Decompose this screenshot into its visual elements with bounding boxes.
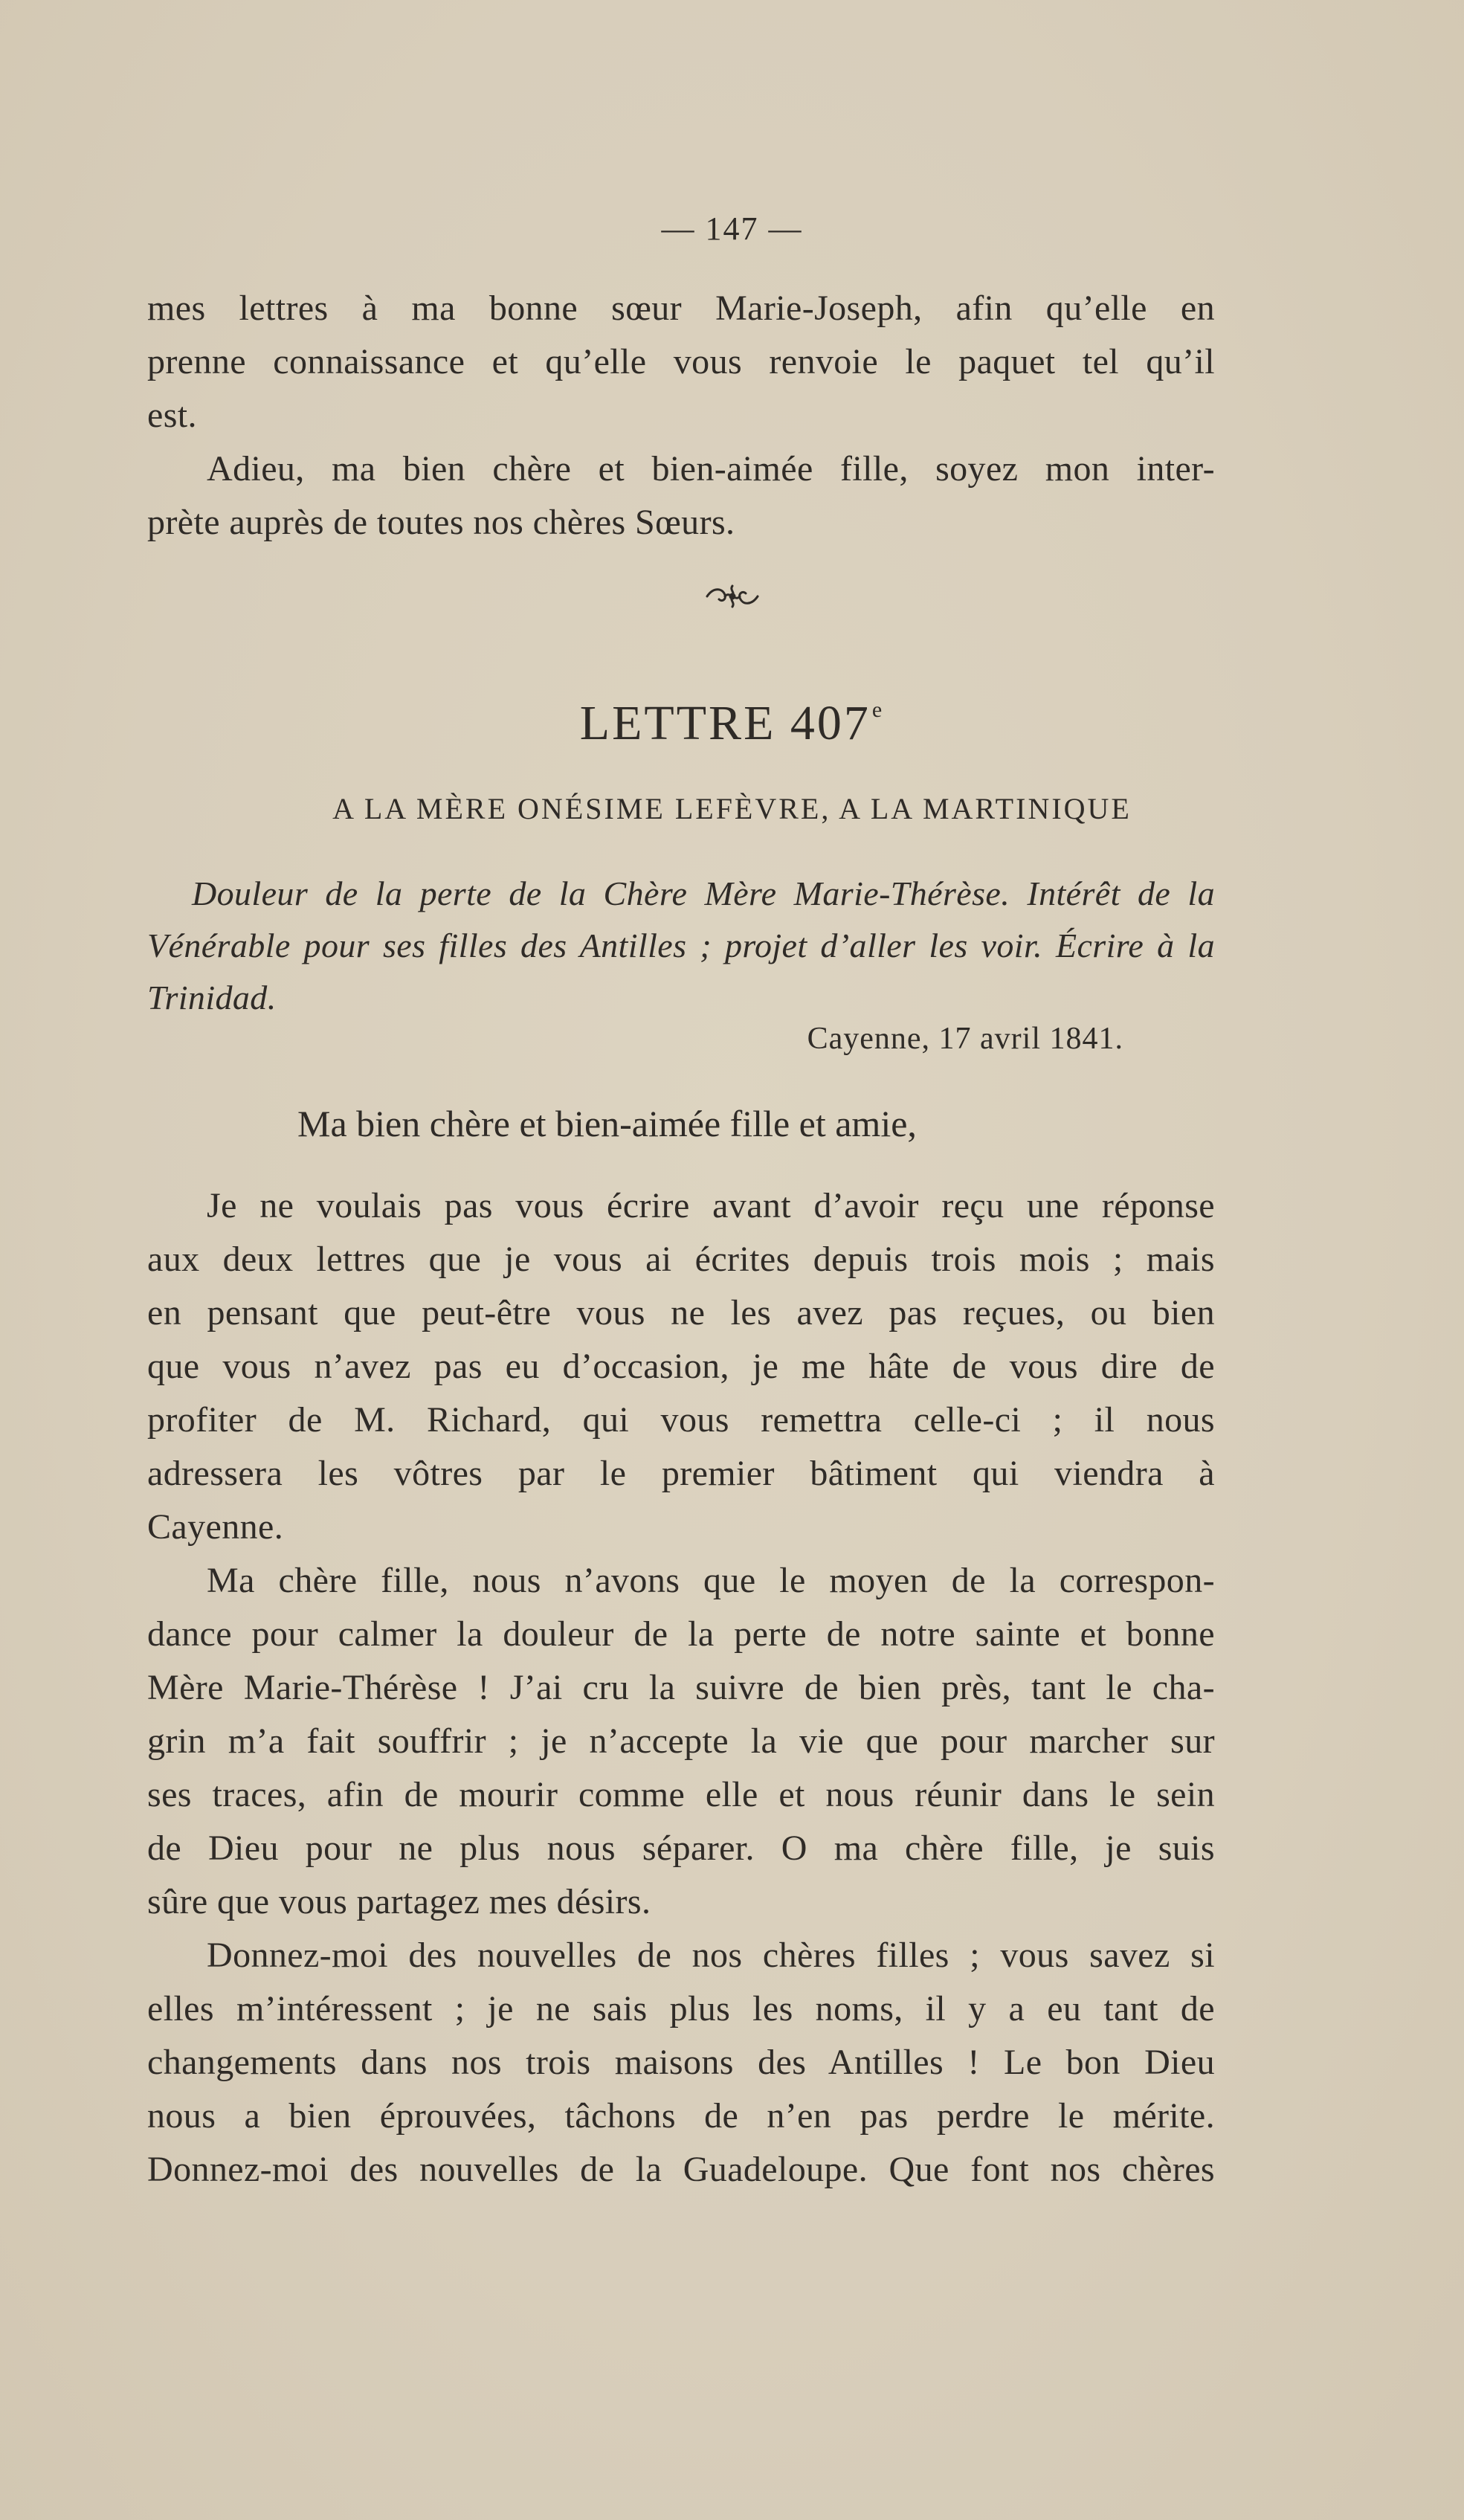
text-line: dance pour calmer la douleur de la perte de notre sainte et bonne	[147, 1614, 1215, 1654]
text-line: en pensant que peut-être vous ne les avez pas reçues, ou bien	[147, 1293, 1215, 1332]
letter-summary	[147, 868, 1215, 1024]
text-line: mes lettres à ma bonne sœur Marie-Joseph, afin qu’elle en	[147, 289, 1215, 328]
page-number: — 147 —	[661, 210, 803, 247]
text-line: Adieu, ma bien chère et bien-aimée fille, soyez mon inter-	[207, 449, 1215, 489]
text-line: que vous n’avez pas eu d’occasion, je me hâte de vous dire de	[147, 1347, 1215, 1386]
letter-salutation: Ma bien chère et bien-aimée fille et amie,	[297, 1103, 917, 1144]
letter-recipient: A LA MÈRE ONÉSIME LEFÈVRE, A LA MARTINIQUE	[332, 792, 1132, 825]
text-line: Donnez-moi des nouvelles de la Guadeloupe. Que font nos chères	[147, 2150, 1215, 2189]
text-line: changements dans nos trois maisons des Antilles ! Le bon Dieu	[147, 2043, 1215, 2082]
continuation-paragraph	[147, 282, 1215, 550]
text-line: prenne connaissance et qu’elle vous renvoie le paquet tel qu’il	[147, 342, 1215, 381]
letter-title-text: LETTRE 407	[579, 696, 871, 750]
text-line: Ma chère fille, nous n’avons que le moyen de la correspon-	[207, 1561, 1215, 1600]
text-line: est.	[147, 396, 197, 435]
summary-line: Douleur de la perte de la Chère Mère Marie-Thérèse. Intérêt de la	[192, 874, 1215, 912]
text-line: elles m’intéressent ; je ne sais plus les noms, il y a eu tant de	[147, 1989, 1215, 2028]
letter-body	[147, 1179, 1215, 2197]
text-line: Je ne voulais pas vous écrire avant d’avoir reçu une réponse	[207, 1186, 1215, 1225]
fleuron-ornament-icon	[0, 581, 1464, 615]
text-line: Cayenne.	[147, 1507, 284, 1547]
summary-line: Trinidad.	[147, 979, 277, 1016]
text-line: de Dieu pour ne plus nous séparer. O ma chère fille, je suis	[147, 1828, 1215, 1868]
text-line: profiter de M. Richard, qui vous remettra celle-ci ; il nous	[147, 1400, 1215, 1440]
text-line: Donnez-moi des nouvelles de nos chères filles ; vous savez si	[207, 1936, 1215, 1975]
text-line: ses traces, afin de mourir comme elle et nous réunir dans le sein	[147, 1775, 1215, 1814]
text-line: sûre que vous partagez mes désirs.	[147, 1882, 651, 1921]
letter-title	[0, 695, 1464, 752]
text-line: Mère Marie-Thérèse ! J’ai cru la suivre de bien près, tant le cha-	[147, 1668, 1215, 1707]
summary-line: Vénérable pour ses filles des Antilles ; projet d’aller les voir. Écrire à la	[147, 927, 1215, 964]
text-line: aux deux lettres que je vous ai écrites depuis trois mois ; mais	[147, 1240, 1215, 1279]
text-line: nous a bien éprouvées, tâchons de n’en pas perdre le mérite.	[147, 2096, 1215, 2136]
text-line: grin m’a fait souffrir ; je n’accepte la vie que pour marcher sur	[147, 1721, 1215, 1761]
text-line: adressera les vôtres par le premier bâtiment qui viendra à	[147, 1454, 1215, 1493]
letter-dateline: Cayenne, 17 avril 1841.	[807, 1022, 1123, 1056]
text-line: prète auprès de toutes nos chères Sœurs.	[147, 503, 735, 542]
letter-title-superscript: e	[871, 697, 885, 722]
